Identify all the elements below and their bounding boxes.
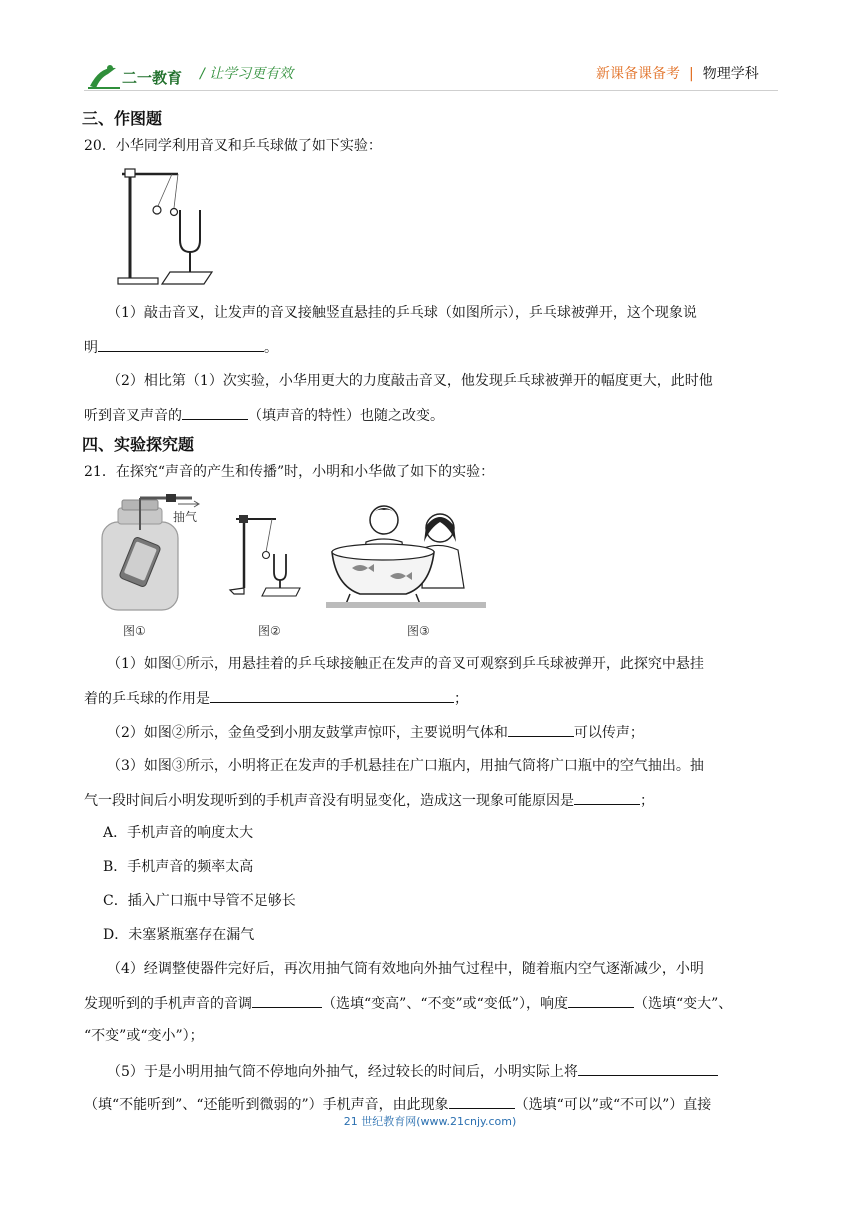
q20-part1-text-pre: 明 <box>84 340 98 356</box>
q21-part3-line1: （3）如图③所示，小明将正在发声的手机悬挂在广口瓶内，用抽气筒将广口瓶中的空气抽出。抽 <box>107 758 704 774</box>
q21-part4-text-mid: （选填“变高”、“不变”或“变低”），响度 <box>322 996 568 1012</box>
header-slogan: / 让学习更有效 <box>200 66 294 82</box>
header-divider <box>84 90 778 91</box>
q21-figure-1-caption: 图① <box>123 624 146 638</box>
q21-part1-text-post: ； <box>454 691 468 707</box>
q21-part5-text-pre: （5）于是小明用抽气筒不停地向外抽气，经过较长的时间后，小明实际上将 <box>107 1064 578 1080</box>
q21-part5-line1 <box>107 1061 718 1082</box>
q21-part2-text-pre: （2）如图②所示，金鱼受到小朋友鼓掌声惊吓，主要说明气体和 <box>107 725 508 741</box>
q21-figure-2 <box>226 510 306 610</box>
q21-part1-text-pre: 着的乒乓球的作用是 <box>84 691 210 707</box>
q21-figure-1 <box>96 494 211 614</box>
section-title-4: 四、实验探究题 <box>82 435 195 454</box>
q21-part3-line2 <box>84 790 654 811</box>
q21-option-a: A．手机声音的响度太大 <box>103 825 254 841</box>
q21-part3-text-pre: 气一段时间后小明发现听到的手机声音没有明显变化，造成这一现象可能原因是 <box>84 793 574 809</box>
q20-part1-line2 <box>84 337 278 358</box>
q20-part1-line1: （1）敲击音叉，让发声的音叉接触竖直悬挂的乒乓球（如图所示），乒乓球被弹开，这个现象说 <box>107 305 697 321</box>
q20-part2-text-pre: 听到音叉声音的 <box>84 408 182 424</box>
q21-part5-text-pre2: （填“不能听到”、“还能听到微弱的”）手机声音，由此现象 <box>84 1097 449 1113</box>
q21-option-c: C．插入广口瓶中导管不足够长 <box>103 893 296 909</box>
q21-answer-blank-3[interactable] <box>574 790 640 805</box>
q21-part4-line1: （4）经调整使器件完好后，再次用抽气筒有效地向外抽气过程中，随着瓶内空气逐渐减少，小明 <box>107 961 704 977</box>
header-right <box>596 63 759 83</box>
q21-stem: 21．在探究“声音的产生和传播”时，小明和小华做了如下的实验： <box>84 464 495 480</box>
q21-part1-line1: （1）如图①所示，用悬挂着的乒乓球接触正在发声的音叉可观察到乒乓球被弹开，此探究中悬挂 <box>107 656 704 672</box>
q21-figure-3 <box>326 498 486 610</box>
q21-part4-text-post: （选填“变大”、 <box>633 996 733 1012</box>
q20-figure <box>100 160 220 292</box>
q21-part3-text-post: ； <box>640 793 654 809</box>
q20-stem: 20．小华同学利用音叉和乒乓球做了如下实验： <box>84 138 382 154</box>
q21-answer-blank-7[interactable] <box>449 1094 515 1109</box>
q20-answer-blank-1[interactable] <box>98 337 264 352</box>
svg-text:二一教育: 二一教育 <box>122 69 183 87</box>
q21-part5-text-post: （选填“可以”或“不可以”）直接 <box>514 1097 712 1113</box>
q21-part4-text-pre: 发现听到的手机声音的音调 <box>84 996 252 1012</box>
q20-part2-line1: （2）相比第（1）次实验，小华用更大的力度敲击音叉，他发现乒乓球被弹开的幅度更大，此时他 <box>107 373 713 389</box>
q21-part1-line2 <box>84 688 468 709</box>
q21-part4-line2 <box>84 993 732 1014</box>
q21-figure-1-label: 抽气 <box>173 510 198 524</box>
q21-part2-line <box>107 722 644 743</box>
header-separator: | <box>689 66 694 82</box>
q21-option-b: B．手机声音的频率太高 <box>103 859 254 875</box>
q20-part2-line2 <box>84 405 444 426</box>
q21-answer-blank-1[interactable] <box>210 688 454 703</box>
q21-answer-blank-4[interactable] <box>252 993 322 1008</box>
section-title-3: 三、作图题 <box>82 109 163 128</box>
q21-answer-blank-5[interactable] <box>568 993 634 1008</box>
header-tag: 新课备课备考 <box>596 66 680 82</box>
page-footer: 21 世纪教育网(www.21cnjy.com) <box>343 1115 517 1128</box>
q21-figure-3-caption: 图③ <box>407 624 430 638</box>
q21-part5-line2 <box>84 1094 711 1115</box>
q21-option-d: D．未塞紧瓶塞存在漏气 <box>103 927 255 943</box>
header-subject: 物理学科 <box>702 66 759 82</box>
q21-figure-2-caption: 图② <box>258 624 281 638</box>
q20-answer-blank-2[interactable] <box>182 405 248 420</box>
q20-part2-text-post: （填声音的特性）也随之改变。 <box>248 408 444 424</box>
brand-logo <box>86 60 191 92</box>
q20-part1-text-post: 。 <box>264 340 278 356</box>
q21-part2-text-post: 可以传声； <box>573 725 644 741</box>
q21-answer-blank-2[interactable] <box>508 722 574 737</box>
q21-answer-blank-6[interactable] <box>578 1061 718 1076</box>
q21-part4-line3: “不变”或“变小”）； <box>84 1028 204 1044</box>
